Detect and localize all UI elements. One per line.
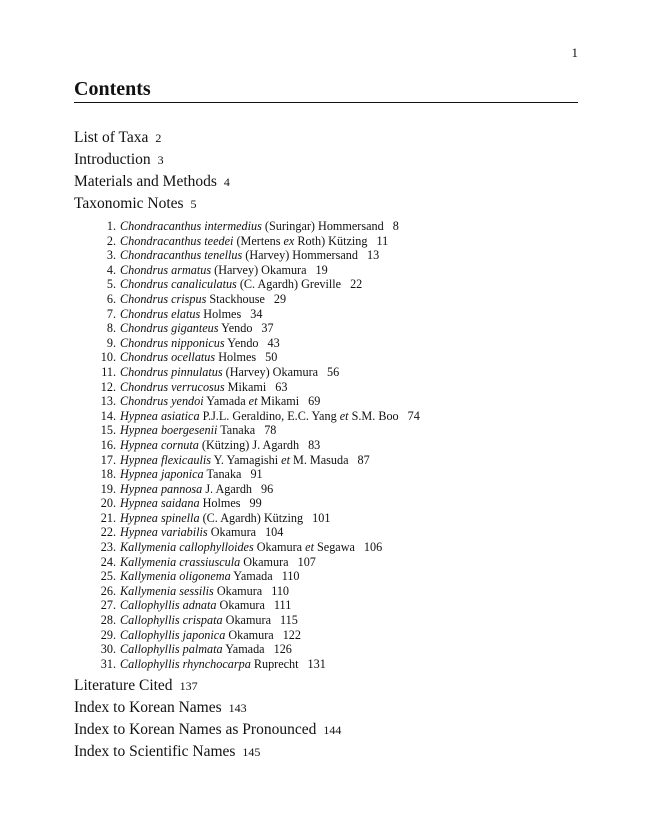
toc-entry[interactable] <box>74 409 420 424</box>
entry-number: 1. <box>106 219 116 233</box>
entry-number: 15. <box>100 423 116 438</box>
entry-page-number: 115 <box>280 613 298 628</box>
toc-entry[interactable] <box>74 336 420 351</box>
entry-taxon-name: Hypnea japonica <box>120 467 204 482</box>
entry-taxon-name: Kallymenia crassiuscula <box>120 554 241 569</box>
toc-page-number: 4 <box>223 175 230 189</box>
entry-number: 5. <box>106 277 116 292</box>
entry-taxon-name: Chondrus armatus <box>120 262 212 277</box>
entry-number: 28. <box>100 613 116 628</box>
entry-number: 20. <box>100 496 116 511</box>
toc-page-number: 137 <box>179 679 198 693</box>
entry-page-number: 96 <box>261 481 274 496</box>
toc-entry[interactable] <box>74 365 420 380</box>
entry-number: 18. <box>100 467 116 482</box>
entry-taxon-name: Kallymenia oligonema <box>120 569 231 584</box>
entry-author: Okamura <box>243 554 289 569</box>
entry-number: 16. <box>100 437 116 452</box>
entry-author-tail: M. Masuda <box>289 452 349 467</box>
entry-taxon-name: Chondrus yendoi <box>120 394 204 409</box>
page-title: Contents <box>74 78 578 103</box>
entry-author: Yendo <box>221 321 253 336</box>
toc-entry[interactable] <box>74 292 420 307</box>
entry-page-number: 50 <box>265 350 278 365</box>
toc-section-taxonomic-notes[interactable] <box>74 193 197 215</box>
entry-number: 10. <box>100 350 116 365</box>
toc-entry[interactable] <box>74 248 420 263</box>
page-number: 1 <box>571 45 578 60</box>
entry-author: Okamura <box>256 540 306 555</box>
entry-author: Holmes <box>218 350 257 365</box>
entry-author: Yamada <box>206 394 249 409</box>
toc-entry[interactable] <box>74 453 420 468</box>
entry-author: Tanaka <box>220 423 256 438</box>
entry-author: P.J.L. Geraldino, E.C. Yang <box>202 408 340 423</box>
taxa-entry-list <box>74 219 420 671</box>
entry-page-number: 8 <box>392 219 399 233</box>
entry-author-tail: Segawa <box>313 540 355 555</box>
toc-entry[interactable] <box>74 350 420 365</box>
entry-page-number: 99 <box>249 496 262 511</box>
entry-author: J. Agardh <box>205 481 253 496</box>
entry-number: 11. <box>101 364 116 379</box>
toc-section-label: Index to Scientific Names <box>74 743 236 760</box>
entry-author: (Mertens <box>236 233 284 248</box>
entry-taxon-name: Chondrus giganteus <box>120 321 219 336</box>
entry-author-connector: et <box>339 408 349 423</box>
entry-author: Okamura <box>225 613 271 628</box>
entry-number: 7. <box>106 306 116 321</box>
toc-page-number: 145 <box>242 745 261 759</box>
entry-author: Yamada <box>225 642 265 657</box>
entry-page-number: 107 <box>297 554 316 569</box>
toc-section-label: Taxonomic Notes <box>74 195 184 212</box>
entry-taxon-name: Chondrus elatus <box>120 306 201 321</box>
entry-taxon-name: Kallymenia callophylloides <box>120 540 254 555</box>
entry-author-connector: et <box>248 394 258 409</box>
entry-author: (C. Agardh) Kützing <box>202 510 304 525</box>
entry-page-number: 83 <box>308 437 321 452</box>
entry-number: 17. <box>100 452 116 467</box>
toc-page-number: 2 <box>155 131 162 145</box>
entry-number: 21. <box>100 510 116 525</box>
entry-page-number: 56 <box>327 364 340 379</box>
entry-page-number: 106 <box>363 540 383 555</box>
entry-number: 2. <box>106 233 116 248</box>
toc-page-number: 143 <box>228 701 247 715</box>
toc-entry[interactable] <box>74 423 420 438</box>
entry-page-number: 101 <box>312 510 331 525</box>
entry-page-number: 126 <box>273 642 292 657</box>
entry-taxon-name: Chondracanthus teedei <box>120 233 234 248</box>
toc-entry[interactable] <box>74 394 420 409</box>
toc-section-index-korean-pronounced[interactable] <box>74 719 341 741</box>
entry-author-tail: Mikami <box>257 394 300 409</box>
entry-page-number: 13 <box>366 248 380 263</box>
entry-number: 24. <box>100 554 116 569</box>
entry-page-number: 63 <box>275 379 288 394</box>
toc-section-introduction[interactable] <box>74 149 164 171</box>
entry-taxon-name: Hypnea flexicaulis <box>120 452 212 467</box>
entry-page-number: 111 <box>273 598 292 613</box>
entry-number: 9. <box>106 335 116 350</box>
entry-number: 27. <box>100 598 116 613</box>
entry-author-connector: et <box>281 452 290 467</box>
entry-taxon-name: Chondrus pinnulatus <box>120 364 223 379</box>
entry-author: Stackhouse <box>209 291 265 306</box>
entry-number: 8. <box>106 321 116 336</box>
entry-author: (Kützing) J. Agardh <box>201 437 300 452</box>
entry-page-number: 37 <box>261 321 274 336</box>
entry-author-connector: ex <box>283 233 295 248</box>
entry-author: (Harvey) Hommersand <box>245 248 358 263</box>
entry-number: 30. <box>100 642 116 657</box>
toc-section-label: Index to Korean Names as Pronounced <box>74 721 317 738</box>
toc-page-number: 144 <box>323 723 342 737</box>
entry-page-number: 19 <box>315 262 328 277</box>
toc-entry[interactable] <box>74 628 420 643</box>
toc-section-index-scientific-names[interactable] <box>74 741 260 763</box>
entry-page-number: 78 <box>264 423 277 438</box>
entry-number: 4. <box>106 262 116 277</box>
toc-section-label: Materials and Methods <box>74 173 217 190</box>
toc-entry[interactable] <box>74 540 420 555</box>
toc-entry[interactable] <box>74 234 420 249</box>
toc-section-list-of-taxa[interactable] <box>74 127 161 149</box>
toc-entry[interactable] <box>74 263 420 278</box>
entry-taxon-name: Chondrus crispus <box>120 291 207 306</box>
entry-taxon-name: Callophyllis palmata <box>120 642 223 657</box>
toc-entry[interactable] <box>74 598 420 613</box>
entry-page-number: 69 <box>308 394 321 409</box>
toc-section-label: Index to Korean Names <box>74 699 222 716</box>
toc-section-label: Introduction <box>74 151 151 168</box>
entry-author: Tanaka <box>206 467 242 482</box>
entry-page-number: 43 <box>267 335 280 350</box>
toc-section-index-korean-names[interactable] <box>74 697 247 719</box>
entry-taxon-name: Callophyllis japonica <box>120 627 226 642</box>
entry-author: (Harvey) Okamura <box>214 262 307 277</box>
entry-author: Holmes <box>203 306 242 321</box>
entry-author: Yamada <box>233 569 273 584</box>
entry-taxon-name: Chondrus nipponicus <box>120 335 225 350</box>
entry-page-number: 104 <box>265 525 284 540</box>
entry-number: 6. <box>106 291 116 306</box>
entry-author: Mikami <box>227 379 267 394</box>
toc-entry[interactable] <box>74 467 420 482</box>
entry-taxon-name: Hypnea cornuta <box>120 437 199 452</box>
entry-number: 31. <box>100 656 116 671</box>
entry-author: Okamura <box>219 598 265 613</box>
entry-number: 29. <box>100 627 116 642</box>
entry-number: 26. <box>100 583 116 598</box>
entry-taxon-name: Hypnea asiatica <box>120 408 200 423</box>
entry-page-number: 131 <box>307 656 326 671</box>
toc-entry[interactable] <box>74 584 420 599</box>
toc-entry[interactable] <box>74 525 420 540</box>
toc-entry[interactable] <box>74 613 420 628</box>
entry-page-number: 87 <box>357 452 370 467</box>
entry-number: 25. <box>100 569 116 584</box>
entry-author-tail: Roth) Kützing <box>294 233 368 248</box>
entry-author: Y. Yamagishi <box>213 452 282 467</box>
entry-page-number: 11 <box>376 233 389 248</box>
entry-taxon-name: Hypnea saidana <box>120 496 200 511</box>
entry-page-number: 22 <box>350 277 363 292</box>
toc-entry[interactable] <box>74 321 420 336</box>
entry-number: 22. <box>100 525 116 540</box>
entry-number: 13. <box>100 394 116 409</box>
entry-page-number: 110 <box>271 583 290 598</box>
toc-section-materials-methods[interactable] <box>74 171 230 193</box>
entry-page-number: 74 <box>407 408 420 423</box>
entry-author: Okamura <box>216 583 263 598</box>
entry-taxon-name: Hypnea variabilis <box>120 525 208 540</box>
toc-section-literature-cited[interactable] <box>74 675 198 697</box>
entry-number: 23. <box>100 540 116 555</box>
entry-number: 3. <box>106 248 116 263</box>
toc-entry[interactable] <box>74 219 420 234</box>
entry-page-number: 29 <box>273 291 287 306</box>
entry-page-number: 91 <box>250 467 263 482</box>
entry-taxon-name: Kallymenia sessilis <box>120 583 214 598</box>
entry-author: Okamura <box>228 627 274 642</box>
entry-number: 14. <box>100 408 116 423</box>
entry-taxon-name: Chondracanthus tenellus <box>120 248 243 263</box>
toc-page-number: 5 <box>190 197 197 211</box>
toc-entry[interactable] <box>74 380 420 395</box>
entry-author: Holmes <box>202 496 241 511</box>
entry-number: 19. <box>100 481 116 496</box>
entry-taxon-name: Hypnea spinella <box>120 510 200 525</box>
entry-author: (Harvey) Okamura <box>225 364 319 379</box>
toc-entry[interactable] <box>74 642 420 657</box>
entry-author-connector: et <box>305 540 314 555</box>
toc-entry[interactable] <box>74 657 420 672</box>
toc-entry[interactable] <box>74 569 420 584</box>
entry-taxon-name: Hypnea boergesenii <box>120 423 218 438</box>
entry-number: 12. <box>100 379 116 394</box>
entry-taxon-name: Callophyllis adnata <box>120 598 217 613</box>
entry-taxon-name: Callophyllis crispata <box>120 613 223 628</box>
entry-taxon-name: Chondrus ocellatus <box>120 350 216 365</box>
toc-entry[interactable] <box>74 555 420 570</box>
entry-page-number: 34 <box>250 306 263 321</box>
toc-entry[interactable] <box>74 511 420 526</box>
toc-entry[interactable] <box>74 482 420 497</box>
entry-author: Ruprecht <box>253 656 299 671</box>
entry-author: Okamura <box>210 525 257 540</box>
entry-author-tail: S.M. Boo <box>348 408 399 423</box>
toc-entry[interactable] <box>74 277 420 292</box>
toc-section-label: Literature Cited <box>74 677 173 694</box>
entry-taxon-name: Callophyllis rhynchocarpa <box>120 656 251 671</box>
toc-entry[interactable] <box>74 496 420 511</box>
entry-page-number: 110 <box>281 569 300 584</box>
entry-author: Yendo <box>227 335 259 350</box>
entry-page-number: 122 <box>282 627 301 642</box>
toc-entry[interactable] <box>74 307 420 322</box>
toc-page-number: 3 <box>157 153 164 167</box>
entry-taxon-name: Chondrus verrucosus <box>120 379 225 394</box>
toc-section-label: List of Taxa <box>74 129 149 146</box>
entry-taxon-name: Chondracanthus intermedius <box>120 219 262 233</box>
entry-taxon-name: Chondrus canaliculatus <box>120 277 237 292</box>
entry-taxon-name: Hypnea pannosa <box>120 481 203 496</box>
toc-entry[interactable] <box>74 438 420 453</box>
entry-author: (C. Agardh) Greville <box>239 277 342 292</box>
entry-author: (Suringar) Hommersand <box>264 219 384 233</box>
